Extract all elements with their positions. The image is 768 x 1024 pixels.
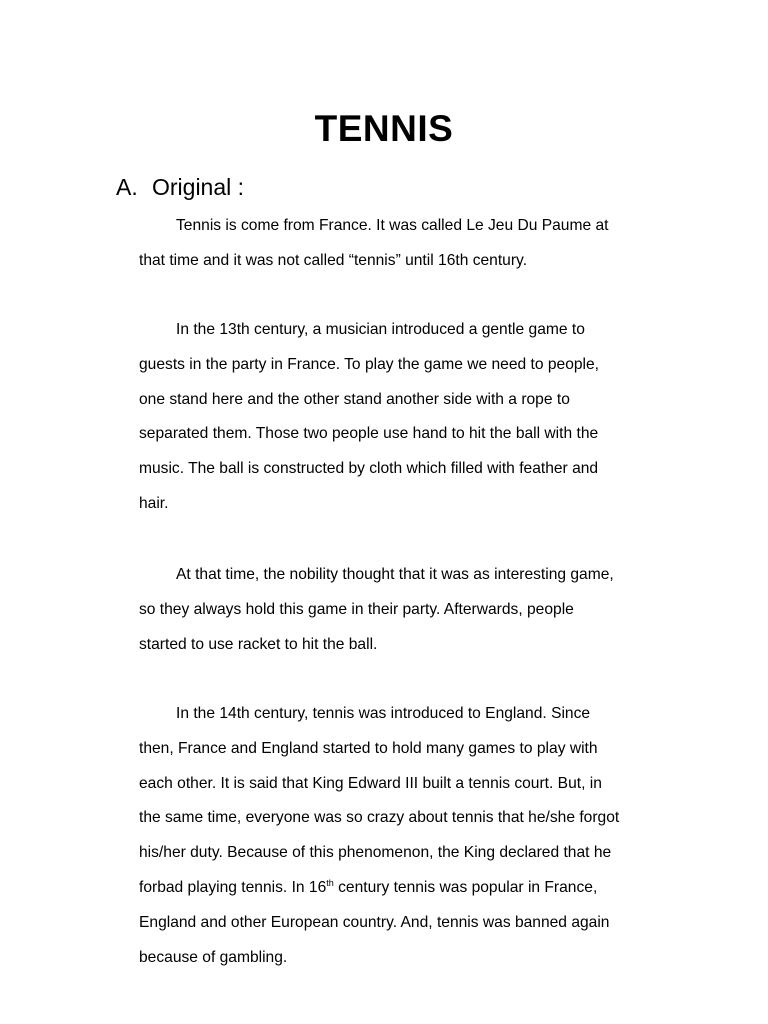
paragraph-line: the same time, everyone was so crazy about tennis that he/she forgot: [139, 809, 620, 827]
document-title: TENNIS: [314, 108, 454, 149]
paragraph-line: started to use racket to hit the ball.: [139, 635, 378, 653]
paragraph-line: music. The ball is constructed by cloth which filled with feather and: [139, 460, 599, 478]
paragraph-line: hair.: [139, 494, 169, 512]
paragraph-line: At that time, the nobility thought that it was as interesting game,: [176, 566, 614, 583]
paragraph-line: so they always hold this game in their party. Afterwards, people: [139, 600, 574, 618]
ordinal-superscript: th: [326, 877, 334, 888]
paragraph-line: because of gambling.: [139, 948, 288, 966]
paragraph-line: then, France and England started to hold many games to play with: [139, 739, 598, 757]
paragraph-line: separated them. Those two people use hand to hit the ball with the: [139, 425, 599, 443]
line-text-after: century tennis was popular in France,: [333, 878, 598, 896]
paragraph-origin: [139, 209, 639, 279]
paragraph-line-with-superscript: [139, 871, 639, 906]
paragraph-line: one stand here and the other stand another side with a rope to: [139, 390, 570, 408]
paragraph-line: each other. It is said that King Edward III built a tennis court. But, in: [139, 774, 602, 792]
paragraph-line: Tennis is come from France. It was called Le Jeu Du Paume at: [176, 217, 609, 234]
section-number: A.: [116, 174, 138, 200]
paragraph-line: In the 14th century, tennis was introduced to England. Since: [176, 705, 591, 722]
line-text-before: forbad playing tennis. In 16: [139, 878, 327, 896]
paragraph-line: that time and it was not called “tennis” until 16th century.: [139, 251, 528, 269]
paragraph-line: In the 13th century, a musician introduced a gentle game to: [176, 321, 585, 338]
paragraph-line: his/her duty. Because of this phenomenon, the King declared that he: [139, 844, 612, 862]
paragraph-13th-century: [139, 313, 639, 522]
paragraph-nobility: [139, 558, 639, 662]
paragraph-line: guests in the party in France. To play the game we need to people,: [139, 355, 600, 373]
section-heading: [116, 171, 244, 203]
paragraph-line: England and other European country. And, tennis was banned again: [139, 913, 610, 931]
section-title: Original :: [152, 174, 245, 200]
paragraph-14th-century: [139, 697, 639, 975]
